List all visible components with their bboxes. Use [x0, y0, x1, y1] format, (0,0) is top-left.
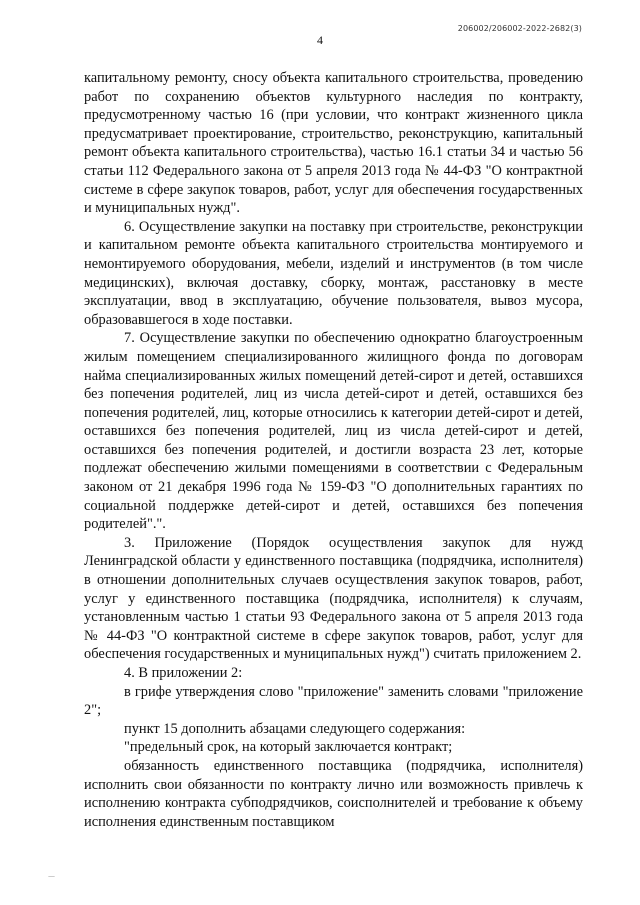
- paragraph-contract-term: "предельный срок, на который заключается контракт;: [124, 739, 453, 756]
- paragraph-continuation: капитальному ремонту, сносу объекта капитального строительства, проведению работ по сохранению объектов культурного наследия по контракту, предусмотренному частью 16 (при условии, что контракт жизненного цикла предусматривает проектирование, строительство, реконструкцию, капитальный ремонт объекта капитального строительства), частью 16.1 статьи 34 и частью 56 статьи 112 Федерального закона от 5 апреля 2013 года № 44-ФЗ "О контрактной системе в сфере закупок товаров, работ, услуг для обеспечения государственных и муниципальных нужд".: [84, 70, 583, 217]
- paragraph-supplier-obligation: обязанность единственного поставщика (подрядчика, исполнителя) исполнить свои обязанности по контракту лично или возможность привлечь к исполнению контракта субподрядчиков, соисполнителей и требование к объему исполнения единственным поставщиком: [84, 757, 583, 830]
- page-number: 4: [317, 33, 323, 47]
- paragraph-point-15: пункт 15 дополнить абзацами следующего содержания:: [124, 720, 466, 737]
- paragraph-stamp-change: в грифе утверждения слово "приложение" заменить словами "приложение 2";: [84, 683, 583, 719]
- document-body: [84, 69, 583, 831]
- paragraph-item-7: 7. Осуществление закупки по обеспечению однократно благоустроенным жилым помещением специализированного жилищного фонда по договорам найма специализированных жилых помещений детей-сирот и детей, оставшихся без попечения родителей, лиц из числа детей-сирот и детей, оставшихся без попечения родителей, лиц, которые относились к категории детей-сирот и детей, оставшихся без попечения родителей, лиц из числа детей-сирот и детей, оставшихся без попечения родителей, и достигли возраста 23 лет, которые подлежат обеспечению жилыми помещениями в соответствии с Федеральным законом от 21 декабря 1996 года № 159-ФЗ "О дополнительных гарантиях по социальной поддержке детей-сирот и детей, оставшихся без попечения родителей".".: [84, 330, 583, 533]
- paragraph-item-6: 6. Осуществление закупки на поставку при строительстве, реконструкции и капитальном ремонте объекта капитального строительства монтируемого и немонтируемого оборудования, мебели, изделий и инструментов (в том числе медицинских), включая доставку, сборку, монтаж, расстановку в месте эксплуатации, ввод в эксплуатацию, обучение пользователя, вывоз мусора, образовавшегося в ходе поставки.: [84, 218, 583, 328]
- document-id: 206002/206002-2022-2682(3): [457, 24, 582, 33]
- paragraph-item-3: 3. Приложение (Порядок осуществления закупок для нужд Ленинградской области у единственного поставщика (подрядчика, исполнителя) в отношении дополнительных случаев осуществления закупок товаров, работ, услуг у единственного поставщика (подрядчика, исполнителя) к случаям, установленным частью 1 статьи 93 Федерального закона от 5 апреля 2013 года № 44-ФЗ "О контрактной системе в сфере закупок товаров, работ, услуг для обеспечения государственных и муниципальных нужд") считать приложением 2.: [84, 534, 583, 663]
- margin-mark: —: [48, 872, 55, 880]
- paragraph-item-4: 4. В приложении 2:: [124, 665, 243, 681]
